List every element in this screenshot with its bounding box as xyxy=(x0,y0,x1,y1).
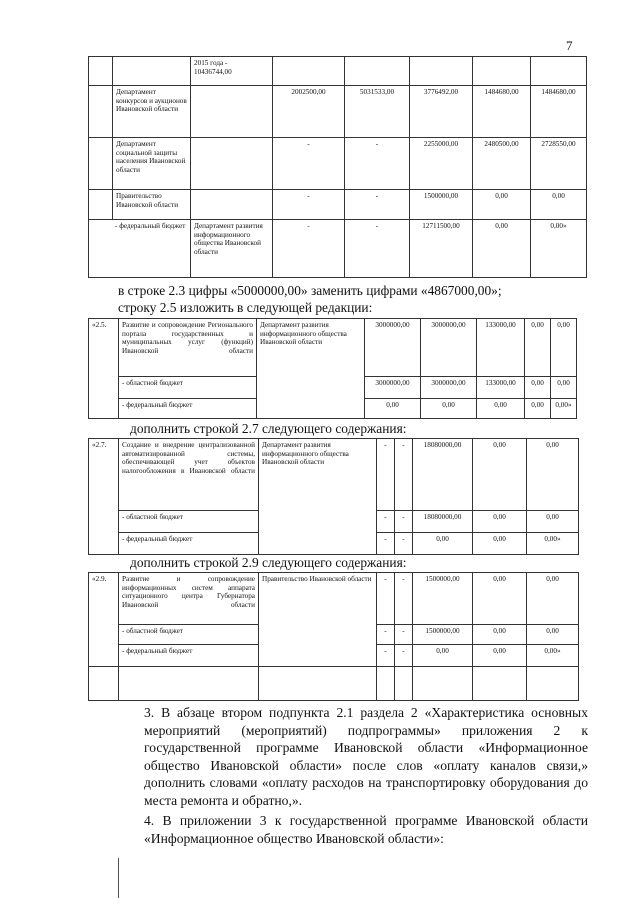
page-number: 7 xyxy=(566,38,573,53)
table-cell: - xyxy=(345,138,410,190)
table-cell: 0,00 xyxy=(473,439,527,511)
table-cell: - xyxy=(273,220,345,278)
table-cell: - xyxy=(377,573,395,625)
table-cell: 1484680,00 xyxy=(473,86,531,138)
table-cell: 3000000,00 xyxy=(421,377,477,399)
table-cell: 0,00 xyxy=(527,439,579,511)
table-cell: - xyxy=(377,439,395,511)
table-cell: 1484680,00 xyxy=(531,86,587,138)
table-cell: 0,00 xyxy=(473,645,527,667)
table-cell: - xyxy=(377,511,395,533)
table-cell: 0,00 xyxy=(525,399,551,419)
table-cell: - xyxy=(395,511,413,533)
table-row xyxy=(89,138,587,190)
table-cell: 0,00 xyxy=(527,625,579,645)
table-row xyxy=(89,319,577,377)
table-cell: 0,00 xyxy=(473,220,531,278)
paragraph-4-text: 4. В приложении 3 к государственной программе Ивановской области «Информационное общество Ивановской области»: xyxy=(144,813,588,846)
table-cell: 0,00 xyxy=(527,511,579,533)
table-cell: - xyxy=(395,573,413,625)
table-cell: 0,00» xyxy=(551,399,577,419)
table-cell: 133000,00 xyxy=(477,319,525,377)
table-cell: Правительство Ивановской области xyxy=(113,190,191,220)
table-cell: 0,00» xyxy=(527,533,579,555)
table-cell: 0,00 xyxy=(413,645,473,667)
table-row-2-9 xyxy=(88,572,579,701)
table-cell: 2480500,00 xyxy=(473,138,531,190)
table-row xyxy=(89,439,579,511)
table-cell: 0,00 xyxy=(477,399,525,419)
table-cell: - xyxy=(273,190,345,220)
table-cell: - xyxy=(395,625,413,645)
row-name: Развитие и сопровождение Регионального портала государственных и муниципальных услуг (функций) Ивановской области xyxy=(119,319,257,377)
table-cell: 1500000,00 xyxy=(413,625,473,645)
table-cell: 0,00» xyxy=(527,645,579,667)
table-cell: 133000,00 xyxy=(477,377,525,399)
row-label: - областной бюджет xyxy=(119,377,257,399)
table-cell: - xyxy=(273,138,345,190)
table-row xyxy=(89,86,587,138)
table-cell: - xyxy=(345,220,410,278)
table-cell: - xyxy=(377,625,395,645)
row-number: «2.5. xyxy=(89,319,119,419)
table-row xyxy=(89,667,579,701)
row-label: - федеральный бюджет xyxy=(119,533,259,555)
table-cell: 3776492,00 xyxy=(410,86,473,138)
table-cell: 0,00 xyxy=(473,511,527,533)
row-executor: Департамент развития информационного общества Ивановской области xyxy=(259,439,377,555)
instruction-line-2-9: дополнить строкой 2.9 следующего содержания: xyxy=(130,555,407,570)
table-row xyxy=(89,573,579,625)
table-cell: 0,00 xyxy=(365,399,421,419)
table-cell: Департамент социальной защиты населения Ивановской области xyxy=(113,138,191,190)
table-cell: 3000000,00 xyxy=(421,319,477,377)
table-cell: 2728550,00 xyxy=(531,138,587,190)
row-label: - областной бюджет xyxy=(119,625,259,645)
table-cell: 2255000,00 xyxy=(410,138,473,190)
row-number: «2.7. xyxy=(89,439,119,555)
table-cell: 12711500,00 xyxy=(410,220,473,278)
table-row xyxy=(89,190,587,220)
row-executor: Правительство Ивановской области xyxy=(259,573,377,667)
table-cell: 0,00 xyxy=(531,190,587,220)
top-table xyxy=(88,56,587,278)
table-cell: 1500000,00 xyxy=(410,190,473,220)
table-cell: 0,00 xyxy=(413,533,473,555)
table-cell: 2015 года - 10436744,00 xyxy=(191,57,273,86)
instruction-line-2-5: строку 2.5 изложить в следующей редакции: xyxy=(118,300,373,315)
row-executor: Департамент развития информационного общества Ивановской области xyxy=(257,319,365,419)
instruction-line-2-7: дополнить строкой 2.7 следующего содержания: xyxy=(130,421,407,436)
table-cell: - xyxy=(395,645,413,667)
table-row xyxy=(89,57,587,86)
paragraph-4 xyxy=(88,812,588,847)
instruction-line-2-3: в строке 2.3 цифры «5000000,00» заменить цифрами «4867000,00»; xyxy=(118,283,502,298)
table-cell: 1500000,00 xyxy=(413,573,473,625)
table-row-2-5 xyxy=(88,318,577,419)
table-cell: 0,00 xyxy=(525,319,551,377)
table-cell: - xyxy=(377,533,395,555)
table-cell: 0,00 xyxy=(527,573,579,625)
table-cell: - xyxy=(345,190,410,220)
table-cell: 5031533,00 xyxy=(345,86,410,138)
row-name: Создание и внедрение централизованной автоматизированной системы, обеспечивающей учет объектов налогообложения в Ивановской области xyxy=(119,439,259,511)
row-label: - федеральный бюджет xyxy=(119,399,257,419)
paragraph-3 xyxy=(88,704,588,809)
table-cell: 18080000,00 xyxy=(413,439,473,511)
row-number: «2.9. xyxy=(89,573,119,667)
table-cell: - федеральный бюджет xyxy=(89,220,191,278)
table-cell: 0,00 xyxy=(525,377,551,399)
table-row xyxy=(89,220,587,278)
table-cell: 3000000,00 xyxy=(365,319,421,377)
scan-artifact xyxy=(118,858,119,898)
table-cell: 0,00 xyxy=(473,533,527,555)
table-cell: 0,00 xyxy=(551,319,577,377)
row-label: - областной бюджет xyxy=(119,511,259,533)
table-cell: Департамент конкурсов и аукционов Ивановской области xyxy=(113,86,191,138)
table-cell: 3000000,00 xyxy=(365,377,421,399)
table-cell: 0,00» xyxy=(531,220,587,278)
row-name: Развитие и сопровождение информационных систем аппарата ситуационного центра Губернатора Ивановской области xyxy=(119,573,259,625)
table-cell: 0,00 xyxy=(551,377,577,399)
table-cell: Департамент развития информационного общества Ивановской области xyxy=(191,220,273,278)
table-cell: 2002500,00 xyxy=(273,86,345,138)
table-cell: 0,00 xyxy=(421,399,477,419)
table-cell: 0,00 xyxy=(473,190,531,220)
paragraph-3-text: 3. В абзаце втором подпункта 2.1 раздела 2 «Характеристика основных мероприятий (мероприятий) подпрограммы» приложения 2 к государственной программе Ивановской области «Информационное общество Ивановской области» после слов «оплату каналов связи,» дополнить словами «оплату расходов на транспортировку оборудования до места ремонта и обратно,». xyxy=(144,705,588,808)
table-cell: 0,00 xyxy=(473,625,527,645)
table-cell: 18080000,00 xyxy=(413,511,473,533)
table-cell: 0,00 xyxy=(473,573,527,625)
row-label: - федеральный бюджет xyxy=(119,645,259,667)
table-cell: - xyxy=(395,439,413,511)
table-cell: - xyxy=(395,533,413,555)
table-row-2-7 xyxy=(88,438,579,555)
table-cell: - xyxy=(377,645,395,667)
